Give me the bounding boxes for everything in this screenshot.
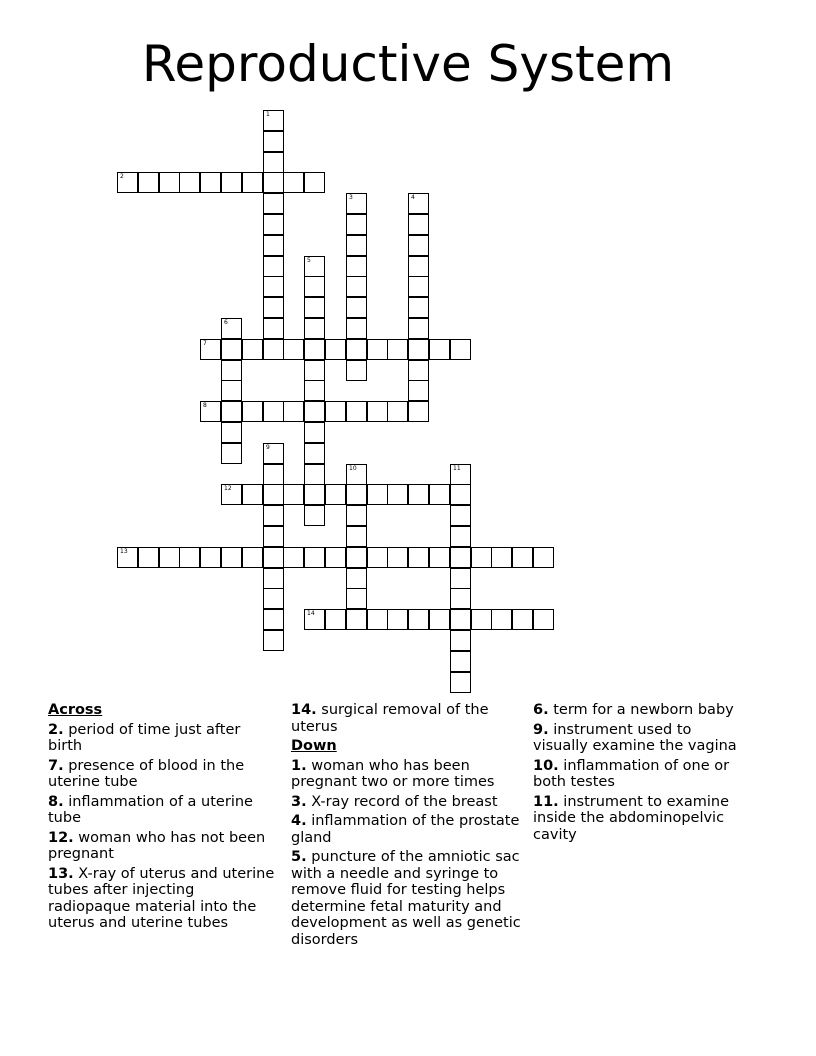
grid-cell[interactable] [200,172,221,193]
grid-cell[interactable] [263,609,284,630]
grid-cell[interactable] [304,172,325,193]
grid-cell[interactable] [283,547,304,568]
clue-column-1 [48,702,276,935]
grid-cell[interactable] [221,422,242,443]
clue-down-5: 5. puncture of the amniotic sac with a needle and syringe to remove fluid for testing helps determine fetal maturity and development as well as genetic disorders [291,849,521,948]
grid-cell[interactable] [138,547,159,568]
grid-cell[interactable] [408,214,429,235]
grid-cell[interactable] [408,318,429,339]
grid-cell[interactable] [512,609,533,630]
grid-cell[interactable] [304,318,325,339]
clue-number: 2 [120,173,124,180]
grid-cell[interactable] [221,318,242,339]
clue-down-4: 4. inflammation of the prostate gland [291,813,520,846]
grid-cell[interactable] [491,547,512,568]
grid-cell[interactable] [263,235,284,256]
grid-cell[interactable] [408,235,429,256]
grid-cell[interactable] [242,172,263,193]
grid-cell[interactable] [429,484,450,505]
grid-cell[interactable] [179,547,200,568]
grid-cell[interactable] [304,276,325,297]
grid-cell[interactable] [221,484,242,505]
grid-cell[interactable] [263,526,284,547]
grid-cell[interactable] [200,401,221,422]
grid-cell[interactable] [429,339,450,360]
grid-cell[interactable] [283,484,304,505]
grid-cell[interactable] [408,193,429,214]
grid-cell[interactable] [450,630,471,651]
grid-cell[interactable] [346,464,367,485]
grid-cell[interactable] [304,401,325,422]
grid-cell[interactable] [325,484,346,505]
clue-number: 7 [203,340,207,347]
grid-cell[interactable] [263,568,284,589]
grid-cell[interactable] [346,484,367,505]
clue-number: 5 [307,257,311,264]
clue-down-10: 10. inflammation of one or both testes [533,757,730,790]
grid-cell[interactable] [387,484,408,505]
grid-cell[interactable] [304,256,325,277]
grid-cell[interactable] [408,276,429,297]
clue-number: 14 [307,610,315,617]
grid-cell[interactable] [263,443,284,464]
grid-cell[interactable] [346,214,367,235]
grid-cell[interactable] [304,380,325,401]
clue-column-2 [291,702,525,951]
grid-cell[interactable] [408,297,429,318]
grid-cell[interactable] [221,443,242,464]
grid-cell[interactable] [304,443,325,464]
clue-down-9: 9. instrument used to visually examine the vagina [533,721,737,754]
grid-cell[interactable] [471,609,492,630]
grid-cell[interactable] [346,568,367,589]
across-heading: Across [48,702,103,718]
clue-down-1: 1. woman who has been pregnant two or more times [291,757,495,790]
grid-cell[interactable] [263,152,284,173]
grid-cell[interactable] [242,401,263,422]
grid-cell[interactable] [283,172,304,193]
down-heading: Down [291,738,337,754]
grid-cell[interactable] [221,339,242,360]
clue-number: 8 [203,402,207,409]
grid-cell[interactable] [263,547,284,568]
grid-cell[interactable] [304,484,325,505]
grid-cell[interactable] [304,297,325,318]
grid-cell[interactable] [408,401,429,422]
grid-cell[interactable] [346,276,367,297]
grid-cell[interactable] [346,360,367,381]
grid-cell[interactable] [346,235,367,256]
grid-cell[interactable] [325,547,346,568]
clue-across-13: 13. X-ray of uterus and uterine tubes after injecting radiopaque material into the uterus and uterine tubes [48,865,275,931]
grid-cell[interactable] [450,526,471,547]
grid-cell[interactable] [221,401,242,422]
grid-cell[interactable] [533,609,554,630]
grid-cell[interactable] [450,339,471,360]
grid-cell[interactable] [179,172,200,193]
grid-cell[interactable] [283,401,304,422]
grid-cell[interactable] [263,276,284,297]
clue-number: 11 [453,465,461,472]
grid-cell[interactable] [304,505,325,526]
grid-cell[interactable] [367,401,388,422]
clue-number: 12 [224,485,232,492]
grid-cell[interactable] [325,609,346,630]
grid-cell[interactable] [346,609,367,630]
grid-cell[interactable] [408,380,429,401]
grid-cell[interactable] [367,609,388,630]
grid-cell[interactable] [325,401,346,422]
clue-across-12: 12. woman who has not been pregnant [48,829,266,862]
clue-column-3 [533,702,748,846]
clue-number: 4 [411,194,415,201]
clue-across-8: 8. inflammation of a uterine tube [48,793,253,826]
grid-cell[interactable] [429,609,450,630]
grid-cell[interactable] [450,609,471,630]
grid-cell[interactable] [408,547,429,568]
grid-cell[interactable] [304,360,325,381]
clue-across-14: 14. surgical removal of the uterus [291,702,489,735]
grid-cell[interactable] [200,339,221,360]
grid-cell[interactable] [263,339,284,360]
grid-cell[interactable] [450,588,471,609]
grid-cell[interactable] [117,172,138,193]
grid-cell[interactable] [159,172,180,193]
grid-cell[interactable] [263,464,284,485]
grid-cell[interactable] [491,609,512,630]
grid-cell[interactable] [263,131,284,152]
grid-cell[interactable] [387,401,408,422]
grid-cell[interactable] [450,484,471,505]
grid-cell[interactable] [263,110,284,131]
grid-cell[interactable] [159,547,180,568]
grid-cell[interactable] [221,360,242,381]
grid-cell[interactable] [346,339,367,360]
grid-cell[interactable] [117,547,138,568]
grid-cell[interactable] [242,547,263,568]
grid-cell[interactable] [304,547,325,568]
grid-cell[interactable] [408,256,429,277]
grid-cell[interactable] [304,422,325,443]
clue-number: 6 [224,319,228,326]
grid-cell[interactable] [346,401,367,422]
clue-number: 13 [120,548,128,555]
grid-cell[interactable] [221,172,242,193]
clue-down-11: 11. instrument to examine inside the abdominopelvic cavity [533,793,729,843]
clue-down-3: 3. X-ray record of the breast [291,793,498,810]
grid-cell[interactable] [263,214,284,235]
grid-cell[interactable] [263,588,284,609]
grid-cell[interactable] [387,547,408,568]
grid-cell[interactable] [408,339,429,360]
grid-cell[interactable] [346,526,367,547]
clue-number: 1 [266,111,270,118]
grid-cell[interactable] [138,172,159,193]
grid-cell[interactable] [263,193,284,214]
clue-across-2: 2. period of time just after birth [48,721,241,754]
clue-number: 3 [349,194,353,201]
grid-cell[interactable] [450,505,471,526]
grid-cell[interactable] [346,505,367,526]
grid-cell[interactable] [512,547,533,568]
grid-cell[interactable] [450,547,471,568]
grid-cell[interactable] [263,256,284,277]
grid-cell[interactable] [450,568,471,589]
grid-cell[interactable] [450,464,471,485]
grid-cell[interactable] [387,609,408,630]
grid-cell[interactable] [346,256,367,277]
grid-cell[interactable] [408,609,429,630]
grid-cell[interactable] [263,401,284,422]
clue-number: 10 [349,465,357,472]
clue-number: 9 [266,444,270,451]
clue-across-7: 7. presence of blood in the uterine tube [48,757,245,790]
grid-cell[interactable] [367,547,388,568]
grid-cell[interactable] [346,588,367,609]
grid-cell[interactable] [304,339,325,360]
grid-cell[interactable] [533,547,554,568]
grid-cell[interactable] [263,297,284,318]
grid-cell[interactable] [221,547,242,568]
grid-cell[interactable] [304,464,325,485]
grid-cell[interactable] [242,339,263,360]
grid-cell[interactable] [367,484,388,505]
grid-cell[interactable] [346,547,367,568]
clue-down-6: 6. term for a newborn baby [533,702,734,718]
grid-cell[interactable] [346,193,367,214]
grid-cell[interactable] [242,484,263,505]
grid-cell[interactable] [263,484,284,505]
grid-cell[interactable] [450,672,471,693]
grid-cell[interactable] [346,318,367,339]
grid-cell[interactable] [283,339,304,360]
grid-cell[interactable] [346,297,367,318]
grid-cell[interactable] [325,339,346,360]
grid-cell[interactable] [304,609,325,630]
grid-cell[interactable] [408,484,429,505]
grid-cell[interactable] [367,339,388,360]
grid-cell[interactable] [263,630,284,651]
grid-cell[interactable] [200,547,221,568]
grid-cell[interactable] [221,380,242,401]
grid-cell[interactable] [408,360,429,381]
puzzle-title: Reproductive System [141,35,675,93]
grid-cell[interactable] [263,318,284,339]
grid-cell[interactable] [387,339,408,360]
grid-cell[interactable] [471,547,492,568]
grid-cell[interactable] [263,505,284,526]
grid-cell[interactable] [263,172,284,193]
grid-cell[interactable] [450,651,471,672]
grid-cell[interactable] [429,547,450,568]
